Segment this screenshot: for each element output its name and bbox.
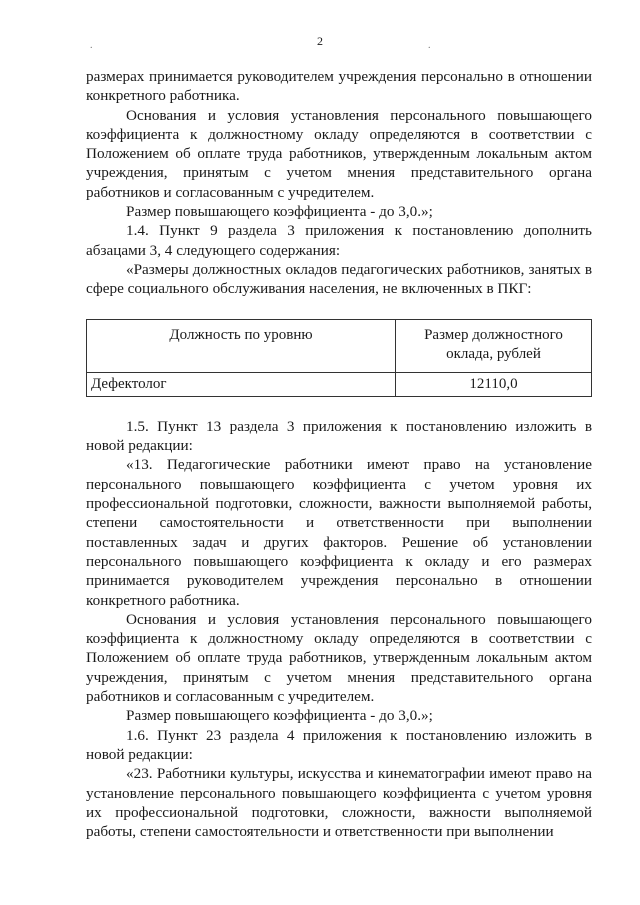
table-cell: 12110,0 xyxy=(396,372,592,396)
table-header-cell: Должность по уровню xyxy=(87,319,396,372)
scan-speck: . xyxy=(90,40,93,51)
paragraph: Основания и условия установления персонального повышающего коэффициента к должностному окладу определяются в соответствии с Положением об оплате труда работников, утвержденным локальным актом учреждения, принятым с учетом мнения представительного органа работников и согласованным с учредителем. xyxy=(86,106,592,201)
paragraph: Размер повышающего коэффициента - до 3,0.»; xyxy=(126,203,433,221)
table-header-cell: Размер должностного оклада, рублей xyxy=(396,319,592,372)
paragraph: размерах принимается руководителем учреждения персонально в отношении конкретного работника. xyxy=(86,68,592,105)
paragraph: 1.4. Пункт 9 раздела 3 приложения к постановлению дополнить абзацами 3, 4 следующего содержания: xyxy=(86,222,592,259)
paragraph: Размер повышающего коэффициента - до 3,0.»; xyxy=(126,707,433,725)
salary-table xyxy=(86,319,592,397)
paragraph: Основания и условия установления персонального повышающего коэффициента к должностному окладу определяются в соответствии с Положением об оплате труда работников, утвержденным локальным актом учреждения, принятым с учетом мнения представительного органа работников и согласованным с учредителем. xyxy=(86,610,592,706)
table-row xyxy=(87,372,592,396)
paragraph: «23. Работники культуры, искусства и кинематографии имеют право на установление персонального повышающего коэффициента с учетом уровня их профессиональной подготовки, сложности, важности выполняемой работы, степени самостоятельности и ответственности при выполнении xyxy=(86,765,592,841)
paragraph: 1.6. Пункт 23 раздела 4 приложения к постановлению изложить в новой редакции: xyxy=(86,726,592,763)
table-header-row xyxy=(87,319,592,372)
page-number: 2 xyxy=(317,34,323,48)
table-cell: Дефектолог xyxy=(87,372,396,396)
document-body xyxy=(86,67,592,841)
paragraph: 1.5. Пункт 13 раздела 3 приложения к постановлению изложить в новой редакции: xyxy=(86,417,592,455)
scan-speck: . xyxy=(428,40,431,51)
paragraph: «13. Педагогические работники имеют право на установление персонального повышающего коэффициента с учетом уровня их профессиональной подготовки, сложности, важности выполняемой работы, степени самостоятельности и ответственности при выполнении поставленных задач и других факторов. Решение об установлении персонального повышающего коэффициента к окладу и его размерах принимается руководителем учреждения персонально в отношении конкретного работника. xyxy=(86,456,592,609)
paragraph: «Размеры должностных окладов педагогических работников, занятых в сфере социального обслуживания населения, не включенных в ПКГ: xyxy=(86,260,592,298)
